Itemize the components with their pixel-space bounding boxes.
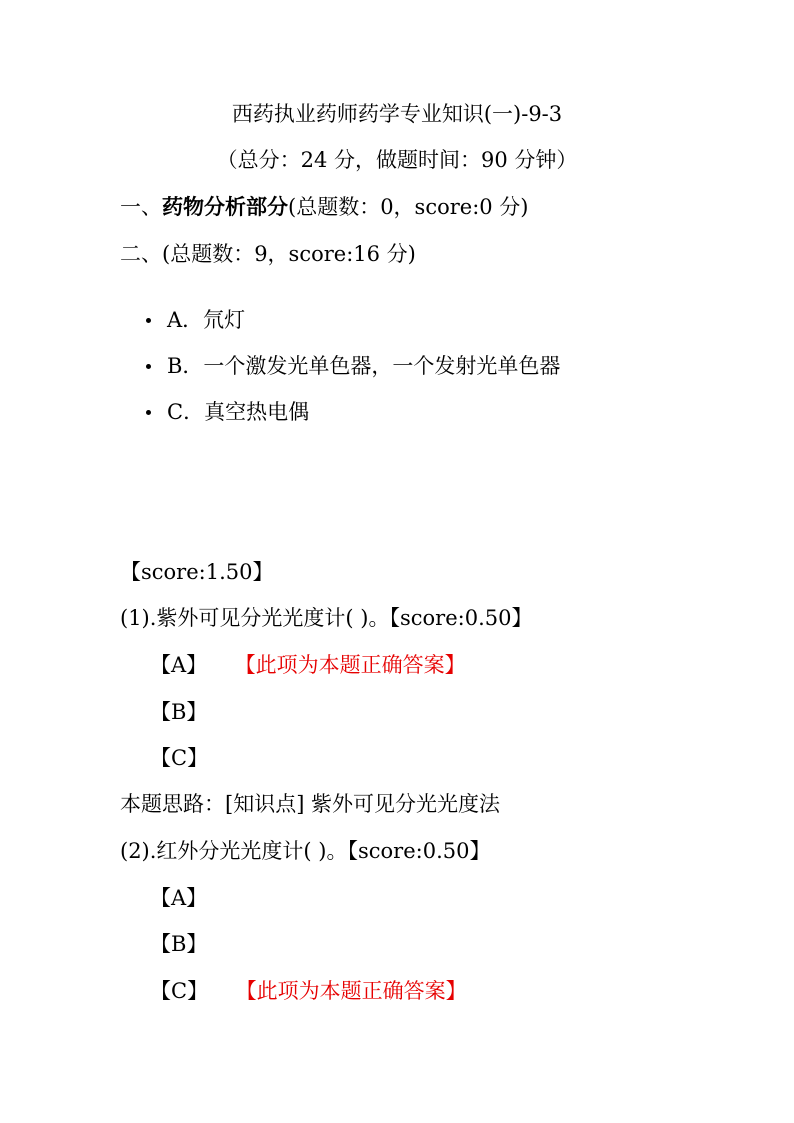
bullet-icon: [146, 318, 151, 323]
section-1-prefix: 一、: [120, 195, 162, 219]
question-2-choice-a: 【A】: [150, 886, 208, 910]
question-1-choice-b: 【B】: [150, 700, 208, 724]
option-text: C．真空热电偶: [167, 400, 310, 424]
section-1-name: 药物分析部分: [162, 194, 288, 219]
question-1-choice-c: 【C】: [150, 746, 209, 770]
question-2-choice-b: 【B】: [150, 932, 208, 956]
option-text: A．氘灯: [167, 308, 246, 332]
question-1-explanation: 本题思路：[知识点] 紫外可见分光光度法: [120, 792, 501, 816]
group-score: 【score:1.50】: [120, 560, 274, 584]
question-1-text: (1).紫外可见分光光度计( )。【score:0.50】: [120, 606, 533, 630]
section-2-heading: 二、(总题数：9，score:16 分): [120, 242, 416, 266]
option-list-item: [146, 353, 560, 379]
document-subtitle: （总分：24 分，做题时间：90 分钟）: [216, 148, 578, 172]
option-list-item: [146, 307, 245, 333]
section-1-heading: [120, 194, 529, 220]
question-2-text: (2).红外分光光度计( )。【score:0.50】: [120, 839, 491, 863]
correct-answer-tag: 【此项为本题正确答案】: [245, 653, 466, 677]
option-text: B．一个激发光单色器，一个发射光单色器: [167, 354, 561, 378]
question-2-choice-c: [150, 978, 467, 1004]
question-1-choice-a: [150, 652, 466, 678]
document-title: 西药执业药师药学专业知识(一)-9-3: [231, 102, 563, 126]
bullet-icon: [146, 364, 151, 369]
choice-label: 【A】: [150, 653, 208, 677]
option-list-item: [146, 399, 309, 425]
choice-label: 【C】: [150, 979, 209, 1003]
bullet-icon: [146, 410, 151, 415]
correct-answer-tag: 【此项为本题正确答案】: [246, 979, 467, 1003]
section-1-info: (总题数：0，score:0 分): [288, 195, 529, 219]
